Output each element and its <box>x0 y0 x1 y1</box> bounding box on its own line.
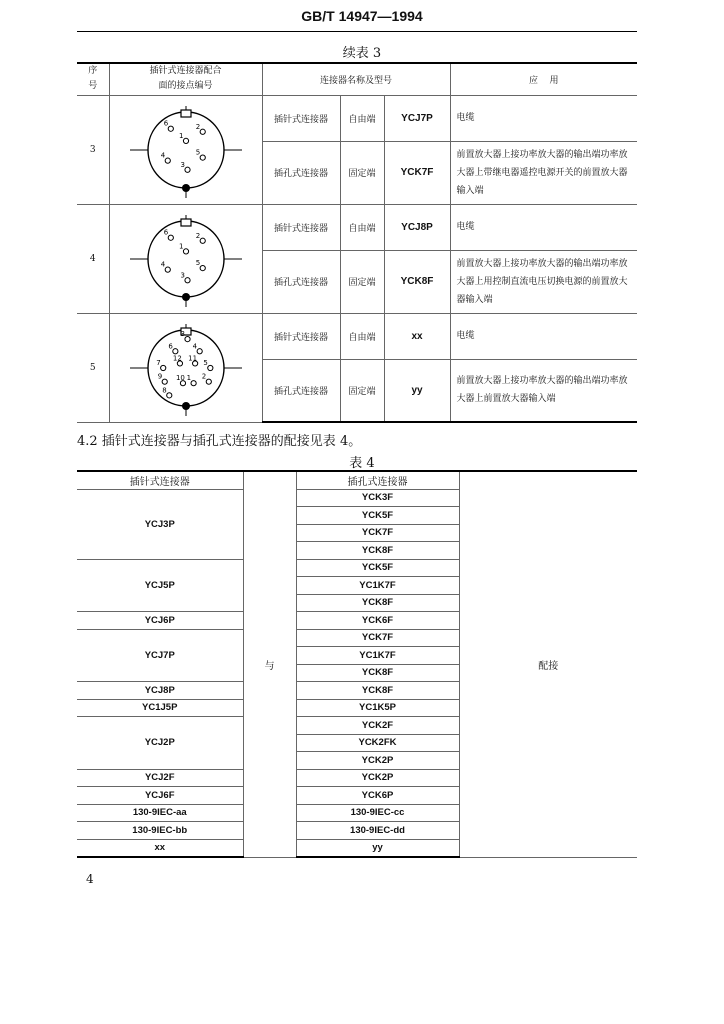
section-4-2: 4.2 插针式连接器与插孔式连接器的配接见表 4。 <box>77 434 362 449</box>
contact-point <box>191 381 196 386</box>
pin-connector-model: YCJ5P <box>77 559 243 612</box>
pin-connector-model: YCJ2P <box>77 717 243 770</box>
contact-point <box>160 365 165 370</box>
connector-application: 电缆 <box>450 313 637 359</box>
socket-connector-model: YCK8F <box>296 542 459 560</box>
contact-label: 1 <box>178 131 183 140</box>
socket-connector-model: YCK8F <box>296 682 459 700</box>
pin-connector-model: YCJ6P <box>77 612 243 630</box>
connector-model: xx <box>384 313 450 359</box>
table3-row-pin <box>77 95 637 141</box>
pin-connector-model: xx <box>77 839 243 857</box>
socket-connector-model: YC1K7F <box>296 647 459 665</box>
contact-label: 7 <box>155 359 161 367</box>
contact-label: 11 <box>187 354 197 363</box>
contact-point <box>168 235 173 240</box>
socket-connector-model: YCK5F <box>296 507 459 525</box>
socket-connector-model: YCK2P <box>296 752 459 770</box>
connector-type: 插孔式连接器 <box>262 141 340 204</box>
connector-face-diagram <box>126 98 246 198</box>
contact-label: 5 <box>195 148 200 157</box>
contact-point <box>200 155 205 160</box>
connector-type: 插针式连接器 <box>262 95 340 141</box>
socket-connector-model: YCK6F <box>296 612 459 630</box>
contact-point <box>206 379 211 384</box>
socket-connector-model: YCK7F <box>296 629 459 647</box>
connector-end: 固定端 <box>340 250 384 313</box>
row-number: 5 <box>77 313 109 422</box>
contact-point <box>200 266 205 271</box>
connector-model: yy <box>384 359 450 422</box>
socket-connector-model: YCK7F <box>296 524 459 542</box>
pin-connector-model: YCJ7P <box>77 629 243 682</box>
table3-row-pin <box>77 204 637 250</box>
socket-connector-model: YCK8F <box>296 594 459 612</box>
connector-model: YCK7F <box>384 141 450 204</box>
socket-connector-model: yy <box>296 839 459 857</box>
connector-end: 固定端 <box>340 141 384 204</box>
socket-connector-model: 130-9IEC-cc <box>296 804 459 822</box>
document-header: GB/T 14947—1994 <box>301 8 423 24</box>
pin-connector-model: 130-9IEC-aa <box>77 804 243 822</box>
mate-label: 配接 <box>459 471 637 857</box>
connector-type: 插孔式连接器 <box>262 250 340 313</box>
contact-label: 6 <box>167 342 173 351</box>
table3 <box>77 62 637 423</box>
key-notch <box>181 110 191 117</box>
socket-connector-model: 130-9IEC-dd <box>296 822 459 840</box>
table4 <box>77 470 637 858</box>
locating-mark <box>182 293 190 301</box>
socket-connector-model: YCK6P <box>296 787 459 805</box>
table3-row-pin <box>77 313 637 359</box>
contact-label: 6 <box>163 119 168 128</box>
locating-mark <box>182 184 190 192</box>
with-label: 与 <box>243 471 296 857</box>
pin-connector-model: YCJ2F <box>77 769 243 787</box>
header-pinout: 插针式连接器配合 面的接点编号 <box>109 63 262 95</box>
connector-type: 插孔式连接器 <box>262 359 340 422</box>
contact-label: 3 <box>180 330 185 339</box>
connector-shell <box>148 221 224 297</box>
contact-label: 2 <box>195 231 200 240</box>
socket-connector-model: YCK8F <box>296 664 459 682</box>
contact-label: 2 <box>201 372 206 381</box>
contact-point <box>200 129 205 134</box>
header-application: 应 用 <box>450 63 637 95</box>
contact-label: 4 <box>160 260 165 269</box>
connector-type: 插针式连接器 <box>262 313 340 359</box>
header-pin-connector: 插针式连接器 <box>77 471 243 489</box>
contact-label: 8 <box>161 386 167 395</box>
contact-label: 5 <box>195 259 200 268</box>
contact-label: 3 <box>180 160 185 169</box>
socket-connector-model: YCK3F <box>296 489 459 507</box>
connector-end: 自由端 <box>340 204 384 250</box>
contact-point <box>200 238 205 243</box>
pin-connector-model: YCJ6F <box>77 787 243 805</box>
contact-point <box>184 167 189 172</box>
connector-shell <box>148 112 224 188</box>
connector-application: 电缆 <box>450 204 637 250</box>
table4-header-row <box>77 471 637 489</box>
contact-label: 4 <box>192 342 197 351</box>
connector-application: 前置放大器上接功率放大器的输出端功率放大器上带继电器遥控电源开关的前置放大器输入端 <box>450 141 637 204</box>
connector-application: 前置放大器上接功率放大器的输出端功率放大器上前置放大器输入端 <box>450 359 637 422</box>
connector-end: 自由端 <box>340 95 384 141</box>
socket-connector-model: YC1K7F <box>296 577 459 595</box>
row-number: 3 <box>77 95 109 204</box>
contact-label: 6 <box>163 228 168 237</box>
page-number: 4 <box>86 872 94 886</box>
contact-point <box>183 249 188 254</box>
pin-connector-model: YCJ3P <box>77 489 243 559</box>
header-socket-connector: 插孔式连接器 <box>296 471 459 489</box>
table3-caption: 续表 3 <box>342 46 382 61</box>
contact-point <box>197 349 202 354</box>
row-number: 4 <box>77 204 109 313</box>
contact-label: 2 <box>195 122 200 131</box>
connector-application: 电缆 <box>450 95 637 141</box>
connector-end: 自由端 <box>340 313 384 359</box>
contact-label: 12 <box>172 354 182 363</box>
connector-model: YCJ8P <box>384 204 450 250</box>
contact-label: 10 <box>175 374 185 383</box>
socket-connector-model: YCK2P <box>296 769 459 787</box>
contact-label: 1 <box>178 242 183 251</box>
contact-point <box>184 278 189 283</box>
connector-model: YCJ7P <box>384 95 450 141</box>
connector-face-diagram <box>126 316 246 416</box>
contact-point <box>166 393 171 398</box>
connector-end: 固定端 <box>340 359 384 422</box>
contact-point <box>162 379 167 384</box>
pin-connector-model: 130-9IEC-bb <box>77 822 243 840</box>
contact-point <box>184 337 189 342</box>
contact-point <box>165 158 170 163</box>
table4-caption: 表 4 <box>349 456 375 471</box>
contact-point <box>172 349 177 354</box>
connector-face-diagram <box>126 207 246 307</box>
socket-connector-model: YCK2FK <box>296 734 459 752</box>
socket-connector-model: YCK5F <box>296 559 459 577</box>
contact-point <box>165 267 170 272</box>
pinout-diagram <box>109 313 262 422</box>
contact-point <box>207 365 212 370</box>
socket-connector-model: YC1K5P <box>296 699 459 717</box>
contact-label: 9 <box>157 372 162 381</box>
header-name: 连接器名称及型号 <box>262 63 450 95</box>
key-notch <box>181 219 191 226</box>
pinout-diagram <box>109 95 262 204</box>
contact-label: 5 <box>202 359 208 367</box>
locating-mark <box>182 402 190 410</box>
pin-connector-model: YC1J5P <box>77 699 243 717</box>
contact-label: 3 <box>180 271 185 280</box>
connector-model: YCK8F <box>384 250 450 313</box>
header-rule <box>77 31 637 32</box>
contact-point <box>168 126 173 131</box>
pin-connector-model: YCJ8P <box>77 682 243 700</box>
connector-type: 插针式连接器 <box>262 204 340 250</box>
contact-point <box>183 138 188 143</box>
header-no: 序 号 <box>77 63 109 95</box>
contact-label: 4 <box>160 151 165 160</box>
table3-header-row <box>77 63 637 95</box>
contact-label: 1 <box>186 374 191 383</box>
connector-application: 前置放大器上接功率放大器的输出端功率放大器上用控制直流电压切换电源的前置放大器输入端 <box>450 250 637 313</box>
pinout-diagram <box>109 204 262 313</box>
socket-connector-model: YCK2F <box>296 717 459 735</box>
